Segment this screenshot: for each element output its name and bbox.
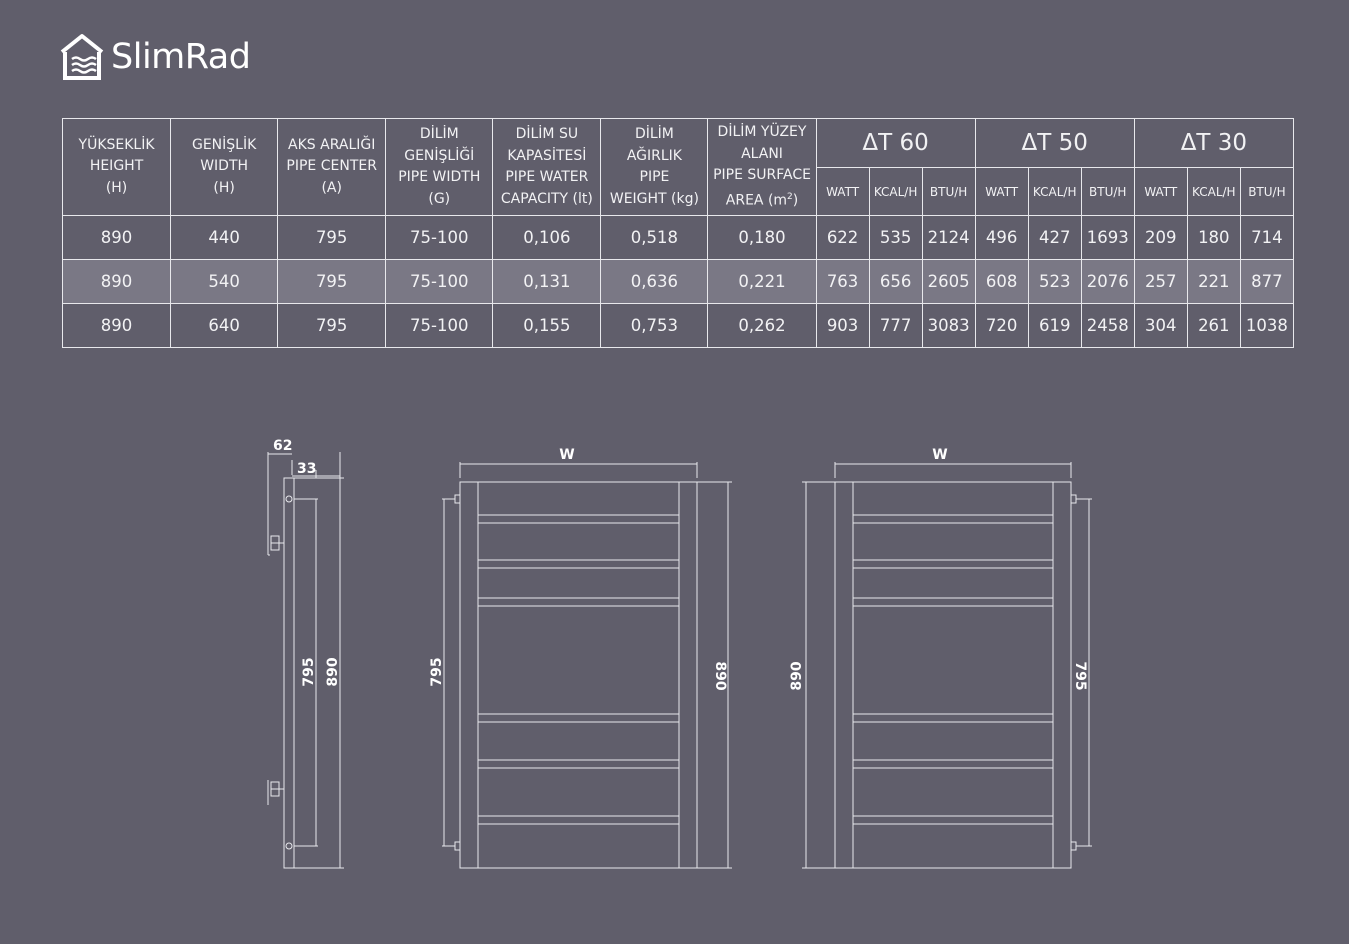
table-cell: 496 [975,216,1028,260]
header-surface-area: DİLİM YÜZEY ALANI PIPE SURFACE AREA $(m^2)$ [708,119,816,216]
front-view-left-drawing [442,462,732,868]
table-cell: 0,262 [708,304,816,348]
side-height-label: 890 [325,657,341,687]
table-cell: 0,131 [493,260,601,304]
table-cell: 427 [1028,216,1081,260]
table-cell: 180 [1187,216,1240,260]
table-cell: 0,106 [493,216,601,260]
table-cell: 608 [975,260,1028,304]
table-cell: 714 [1240,216,1293,260]
table-cell: 0,753 [601,304,708,348]
table-cell: 0,155 [493,304,601,348]
table-cell: 795 [278,304,386,348]
table-cell: 261 [1187,304,1240,348]
left-width-label: W [559,447,575,463]
table-cell: 1693 [1081,216,1134,260]
table-cell: 720 [975,304,1028,348]
table-cell: 2458 [1081,304,1134,348]
table-cell: 890 [63,216,171,260]
side-depth-inner-label: 33 [297,461,317,477]
unit-watt: WATT [975,168,1028,216]
table-cell: 763 [816,260,869,304]
table-cell: 795 [278,260,386,304]
table-cell: 440 [171,216,278,260]
table-cell: 3083 [922,304,975,348]
table-cell: 2605 [922,260,975,304]
table-cell: 0,180 [708,216,816,260]
table-cell: 75-100 [386,260,493,304]
header-water-capacity: DİLİM SU KAPASİTESİ PIPE WATER CAPACITY (lt) [493,119,601,216]
unit-watt: WATT [1134,168,1187,216]
table-cell: 75-100 [386,216,493,260]
table-cell: 523 [1028,260,1081,304]
header-pipe-width: DİLİM GENİŞLİĞİ PIPE WIDTH (G) [386,119,493,216]
left-height-label: 890 [712,661,728,691]
table-cell: 877 [1240,260,1293,304]
table-cell: 890 [63,304,171,348]
side-pipe-center-label: 795 [301,657,317,687]
brand-name: SlimRad [111,37,251,77]
unit-btu: BTU/H [1081,168,1134,216]
table-cell: 2076 [1081,260,1134,304]
table-cell: 209 [1134,216,1187,260]
header-pipe-weight: DİLİM AĞIRLIK PIPE WEIGHT (kg) [601,119,708,216]
header-delta-t-50: ΔT 50 [975,119,1134,168]
left-pipe-center-label: 795 [429,657,445,687]
unit-watt: WATT [816,168,869,216]
header-pipe-center: AKS ARALIĞI PIPE CENTER (A) [278,119,386,216]
table-cell: 890 [63,260,171,304]
table-cell: 535 [869,216,922,260]
table-cell: 0,636 [601,260,708,304]
table-cell: 903 [816,304,869,348]
side-depth-total-label: 62 [273,438,293,454]
right-width-label: W [932,447,948,463]
table-cell: 221 [1187,260,1240,304]
table-cell: 656 [869,260,922,304]
unit-kcal: KCAL/H [1028,168,1081,216]
header-height: YÜKSEKLİK HEIGHT (H) [63,119,171,216]
table-cell: 540 [171,260,278,304]
unit-btu: BTU/H [1240,168,1293,216]
table-cell: 640 [171,304,278,348]
table-cell: 622 [816,216,869,260]
table-cell: 257 [1134,260,1187,304]
unit-btu: BTU/H [922,168,975,216]
header-width: GENİŞLİK WIDTH (H) [171,119,278,216]
unit-kcal: KCAL/H [1187,168,1240,216]
right-height-label: 890 [789,661,805,691]
table-cell: 1038 [1240,304,1293,348]
table-cell: 75-100 [386,304,493,348]
table-cell: 619 [1028,304,1081,348]
right-pipe-center-label: 795 [1072,661,1088,691]
table-cell: 304 [1134,304,1187,348]
header-delta-t-30: ΔT 30 [1134,119,1293,168]
unit-kcal: KCAL/H [869,168,922,216]
front-view-right-drawing [802,462,1092,868]
table-cell: 0,518 [601,216,708,260]
header-delta-t-60: ΔT 60 [816,119,975,168]
table-cell: 795 [278,216,386,260]
table-cell: 2124 [922,216,975,260]
table-cell: 0,221 [708,260,816,304]
table-cell: 777 [869,304,922,348]
